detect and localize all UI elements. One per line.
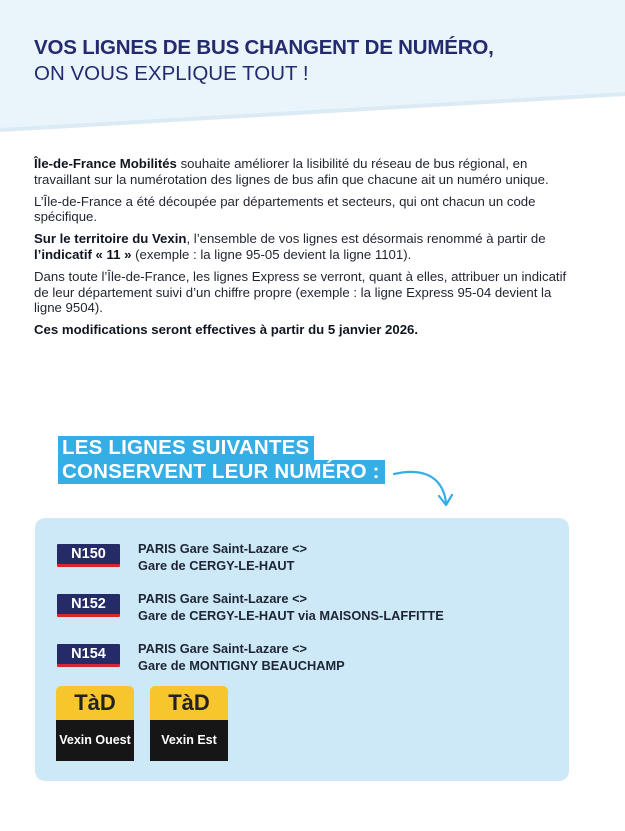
bus-line-item <box>57 590 557 630</box>
tad-label: TàD <box>56 686 134 720</box>
curved-arrow-icon <box>392 464 458 510</box>
effective-date-notice: Ces modifications seront effectives à partir du 5 janvier 2026. <box>34 322 419 338</box>
page-title-line-1: VOS LIGNES DE BUS CHANGENT DE NUMÉRO, <box>34 36 494 59</box>
tad-vexin-ouest-badge <box>56 686 134 762</box>
line-route: PARIS Gare Saint-Lazare <> Gare de MONTIGNY BEAUCHAMP <box>138 641 345 673</box>
tad-zone: Vexin Est <box>150 720 228 761</box>
intro-text <box>34 156 582 344</box>
intro-paragraph-1: Île-de-France Mobilités souhaite améliorer la lisibilité du réseau de bus régional, en travaillant sur la numérotation des lignes de bus afin que chacune ait un numéro unique. <box>34 156 549 187</box>
banner-line-2: CONSERVENT LEUR NUMÉRO : <box>58 460 385 484</box>
page-title-line-2: ON VOUS EXPLIQUE TOUT ! <box>34 62 309 85</box>
line-badge: N152 <box>57 594 120 617</box>
bus-line-item <box>57 540 557 580</box>
line-badge: N154 <box>57 644 120 667</box>
intro-paragraph-2: L’Île-de-France a été découpée par départements et secteurs, qui ont chacun un code spécifique. <box>34 193 536 225</box>
banner-line-1: LES LIGNES SUIVANTES <box>58 436 314 460</box>
bus-line-item <box>57 640 557 680</box>
kept-lines-banner <box>58 436 385 484</box>
line-badge: N150 <box>57 544 120 567</box>
brand-name: Île-de-France Mobilités <box>34 156 177 171</box>
tad-zone: Vexin Ouest <box>56 720 134 761</box>
tad-label: TàD <box>150 686 228 720</box>
line-route: PARIS Gare Saint-Lazare <> Gare de CERGY-LE-HAUT via MAISONS-LAFFITTE <box>138 591 444 623</box>
tad-vexin-est-badge <box>150 686 228 762</box>
line-route: PARIS Gare Saint-Lazare <> Gare de CERGY-LE-HAUT <box>138 541 308 573</box>
intro-paragraph-3: Sur le territoire du Vexin, l’ensemble de vos lignes est désormais renommé à partir de l’indicatif « 11 » (exemple : la ligne 95-05 devient la ligne 1101). <box>34 231 546 262</box>
intro-paragraph-4: Dans toute l’Île-de-France, les lignes Express se verront, quant à elles, attribuer un indicatif de leur département suivi d’un chiffre propre (exemple : la ligne Express 95-04 devient la ligne 9504). <box>34 268 567 316</box>
